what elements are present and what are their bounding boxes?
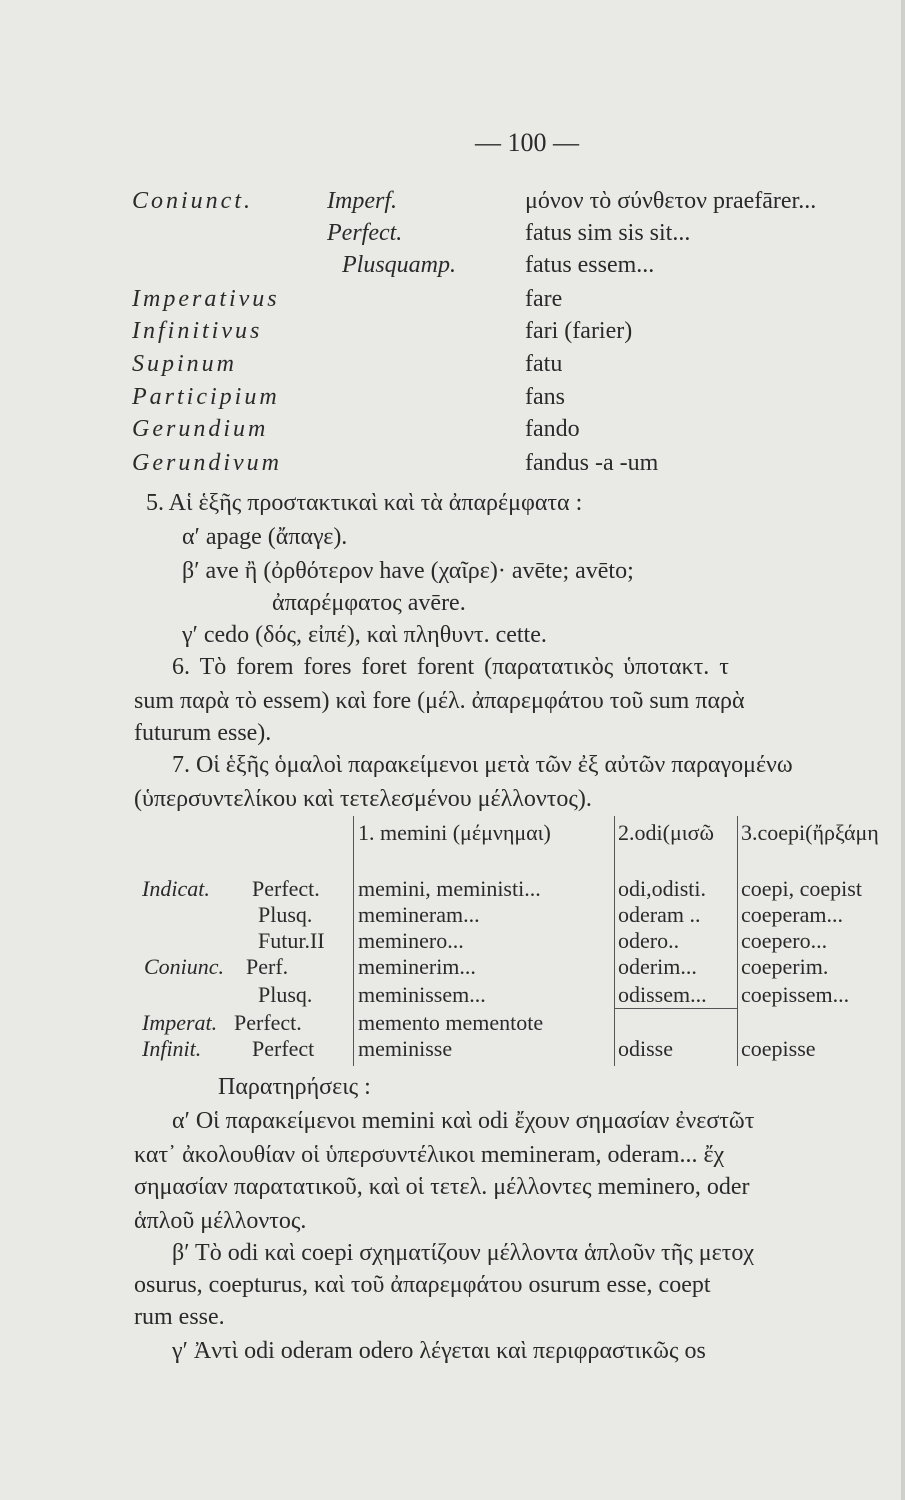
mood-label: Gerundivum	[132, 450, 282, 476]
paragraph-line: ἀπαρέμφατος avēre.	[272, 590, 466, 616]
form-value: fare	[525, 286, 563, 312]
mood-label: Coniunct.	[132, 188, 253, 214]
form-value: fatus sim sis sit...	[525, 220, 691, 246]
memini-cell: meminisse	[358, 1036, 453, 1061]
page-number: — 100 —	[475, 128, 579, 157]
section-heading: 5. Αἱ ἑξῆς προστακτικαὶ καὶ τὰ ἀπαρέμφατα :	[146, 490, 583, 516]
mood-label: Participium	[132, 384, 280, 410]
tense-cell: Futur.II	[258, 928, 325, 953]
odi-cell: oderim...	[618, 954, 697, 979]
form-value: fatus essem...	[525, 252, 655, 278]
form-value: fans	[525, 384, 565, 410]
odi-cell: odero..	[618, 928, 680, 953]
paragraph-line: γ′ Ἀντὶ odi oderam odero λέγεται καὶ περιφραστικῶς os	[172, 1338, 706, 1364]
column-header: 2.odi(μισῶ	[618, 820, 714, 845]
memini-cell: meminerim...	[358, 954, 476, 979]
paragraph-line: κατ᾽ ἀκολουθίαν οἱ ὑπερσυντέλικοι memineram, oderam... ἔχ	[134, 1142, 725, 1168]
mood-cell: Indicat.	[142, 876, 210, 901]
odi-cell: odissem...	[618, 982, 707, 1007]
paragraph-line: α′ Οἱ παρακείμενοι memini καὶ odi ἔχουν σημασίαν ἐνεστῶτ	[172, 1108, 755, 1134]
paragraph-line: osurus, coepturus, καὶ τοῦ ἀπαρεμφάτου osurum esse, coept	[134, 1272, 711, 1298]
tense-cell: Plusq.	[258, 982, 313, 1007]
tense-cell: Perfect	[252, 1036, 315, 1061]
table-divider	[614, 1008, 737, 1009]
column-header: 1. memini (μέμνημαι)	[358, 820, 551, 845]
form-value: fari (farier)	[525, 318, 633, 344]
paragraph-line: α′ apage (ἄπαγε).	[182, 524, 348, 550]
memini-cell: meminissem...	[358, 982, 486, 1007]
tense-cell: Perfect.	[234, 1010, 302, 1035]
coepi-cell: coeperam...	[741, 902, 843, 927]
paragraph-line: rum esse.	[134, 1304, 225, 1330]
column-header: 3.coepi(ἤρξάμη	[741, 820, 879, 845]
mood-label: Imperativus	[132, 286, 280, 312]
coepi-cell: coeperim.	[741, 954, 829, 979]
memini-cell: meminero...	[358, 928, 464, 953]
paragraph-line: β′ ave ἢ (ὀρθότερον have (χαῖρε)· avēte; avēto;	[182, 558, 634, 584]
mood-label: Infinitivus	[132, 318, 263, 344]
paragraph-line: sum παρὰ τὸ essem) καὶ fore (μέλ. ἀπαρεμφάτου τοῦ sum παρὰ	[134, 688, 745, 714]
coepi-cell: coepi, coepist	[741, 876, 862, 901]
coepi-cell: coepissem...	[741, 982, 850, 1007]
table-divider	[737, 816, 738, 1066]
table-divider	[353, 816, 354, 1066]
tense-cell: Plusq.	[258, 902, 313, 927]
memini-cell: memineram...	[358, 902, 480, 927]
page-edge-shadow	[901, 0, 905, 1500]
tense-cell: Perfect.	[252, 876, 320, 901]
paragraph-line: futurum esse).	[134, 720, 272, 746]
form-value: μόνον τὸ σύνθετον praefārer...	[525, 188, 817, 214]
mood-label: Gerundium	[132, 416, 269, 442]
paragraph-line: 7. Οἱ ἑξῆς ὁμαλοὶ παρακείμενοι μετὰ τῶν ἐξ αὐτῶν παραγομένω	[172, 752, 793, 778]
tense-cell: Perf.	[246, 954, 289, 979]
mood-cell: Imperat.	[142, 1010, 218, 1035]
coepi-cell: coepisse	[741, 1036, 816, 1061]
section-heading: Παρατηρήσεις :	[218, 1074, 371, 1100]
form-value: fatu	[525, 351, 563, 377]
paragraph-line: ἁπλοῦ μέλλοντος.	[134, 1208, 307, 1234]
mood-cell: Infinit.	[142, 1036, 202, 1061]
paragraph-line: 6. Τὸ forem fores foret forent (παρατατικὸς ὑποτακτ. τ	[172, 654, 729, 680]
form-value: fandus -a -um	[525, 450, 659, 476]
form-value: fando	[525, 416, 580, 442]
paragraph-line: σημασίαν παρατατικοῦ, καὶ οἱ τετελ. μέλλοντες meminero, oder	[134, 1174, 750, 1200]
odi-cell: odi,odisti.	[618, 876, 707, 901]
memini-cell: memini, meministi...	[358, 876, 541, 901]
mood-cell: Coniunc.	[144, 954, 225, 979]
tense-label: Plusquamp.	[342, 252, 456, 278]
paragraph-line: β′ Τὸ odi καὶ coepi σχηματίζουν μέλλοντα ἁπλοῦν τῆς μετοχ	[172, 1240, 754, 1266]
mood-label: Supinum	[132, 351, 237, 377]
tense-label: Perfect.	[327, 220, 403, 246]
tense-label: Imperf.	[327, 188, 397, 214]
paragraph-line: γ′ cedo (δός, εἰπέ), καὶ πληθυντ. cette.	[182, 622, 547, 648]
table-divider	[614, 816, 615, 1066]
odi-cell: oderam ..	[618, 902, 701, 927]
coepi-cell: coepero...	[741, 928, 828, 953]
memini-cell: memento mementote	[358, 1010, 544, 1035]
paragraph-line: (ὑπερσυντελίκου καὶ τετελεσμένου μέλλοντος).	[134, 786, 592, 812]
odi-cell: odisse	[618, 1036, 673, 1061]
